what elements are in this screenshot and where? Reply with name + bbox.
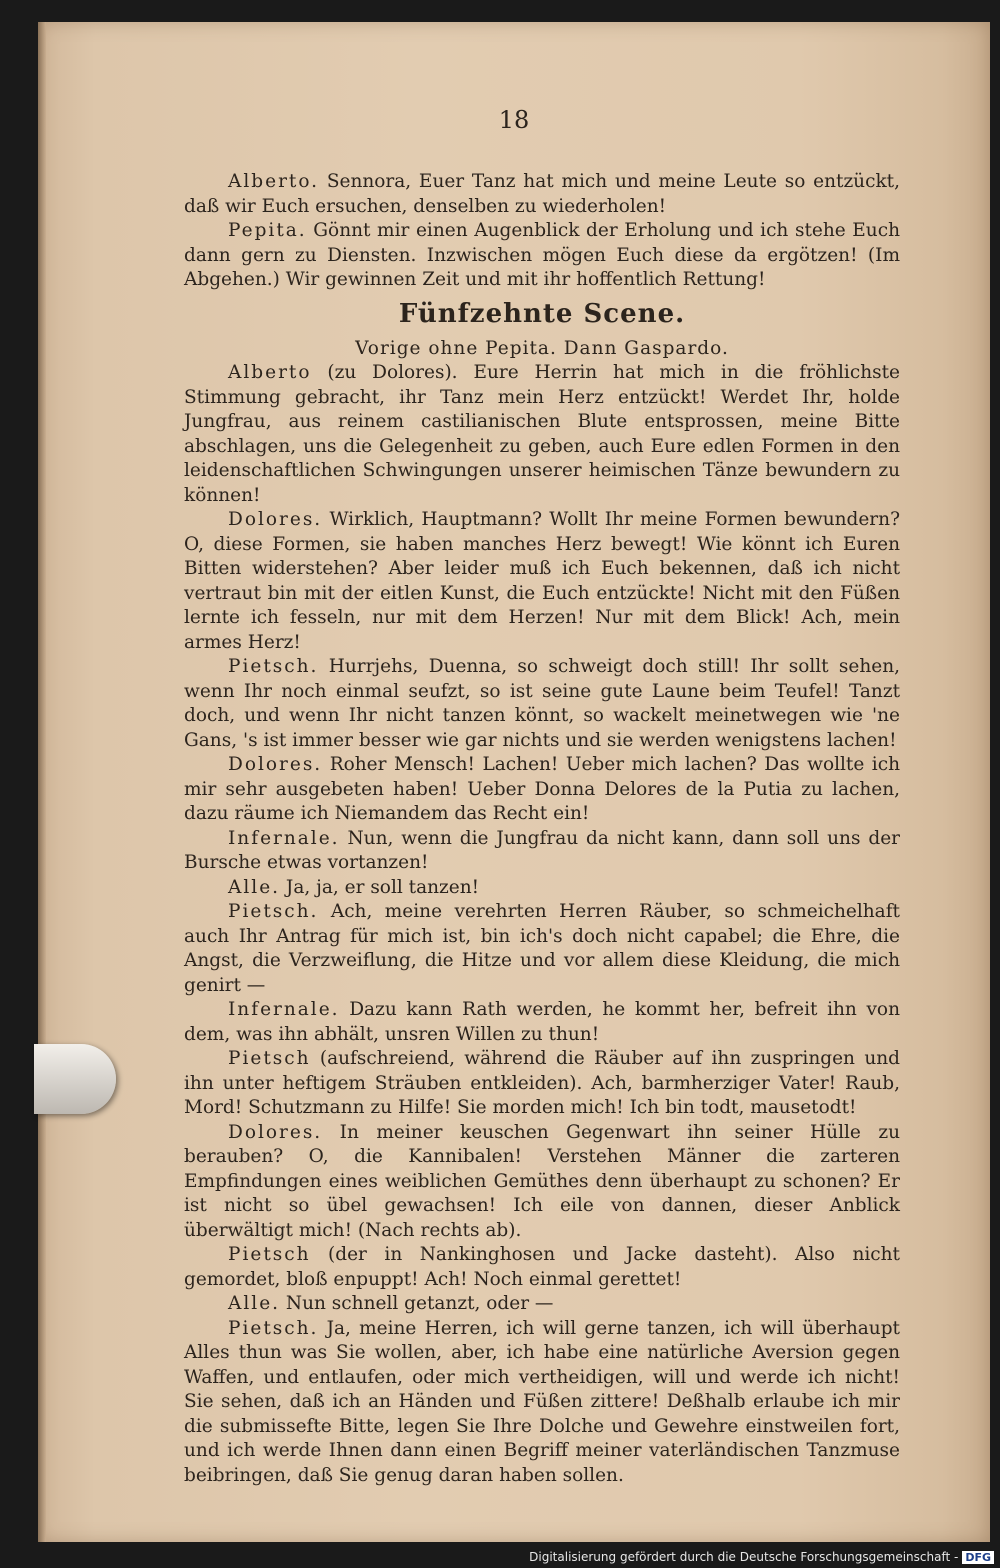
speaker-name: Infernale. — [228, 999, 340, 1020]
dialogue-text: Ja, meine Herren, ich will gerne tanzen, ich will überhaupt Alles thun was Sie wollen, aber, ich habe eine natürliche Aversion gegen Waffen, und entlaufen, oder mich vertheidigen, will und werde ich nicht! Sie sehen, daß ich an Händen und Füßen zittere! Deßhalb erlaube ich mir die submissefte Bitte, legen Sie Ihre Dolche und Gewehre einstweilen fort, und ich werde Ihnen dann einen Begriff meiner vaterländischen Tanzmuse beibringen, daß Sie genug daran haben sollen. — [184, 1317, 900, 1486]
scene-heading: Fünfzehnte Scene. — [398, 298, 686, 329]
speaker-name: Alle. — [228, 876, 281, 898]
speaker-name: Dolores. — [228, 1121, 323, 1143]
page-text — [184, 170, 900, 1488]
paragraph — [184, 827, 900, 876]
speaker-name: Pepita. — [228, 220, 307, 241]
dialogue-text: Nun schnell getanzt, oder — — [280, 1293, 554, 1314]
dialogue-text: Sennora, Euer Tanz hat mich und meine Leute so entzückt, daß wir Euch ersuchen, denselben zu wiederholen! — [184, 171, 900, 217]
paragraph — [184, 1317, 900, 1489]
speaker-name: Pietsch. — [228, 901, 319, 922]
speaker-name: Infernale. — [228, 827, 340, 849]
dialogue-text: (aufschreiend, während die Räuber auf ihn zuspringen und ihn unter heftigem Sträuben entkleiden). Ach, barmherziger Vater! Raub, Mord! Schutzmann zu Hilfe! Sie morden mich! Ich bin todt, mausetodt! — [184, 1048, 900, 1118]
paragraph — [184, 655, 900, 753]
paragraph — [184, 1121, 900, 1244]
speaker-name: Alberto — [228, 362, 312, 383]
paragraph — [184, 1047, 900, 1121]
dialogue-text: (der in Nankinghosen und Jacke dasteht). Also nicht gemordet, bloß enpuppt! Ach! Noch einmal gerettet! — [184, 1244, 900, 1290]
dialogue-text: Roher Mensch! Lachen! Ueber mich lachen? Das wollte ich mir sehr ausgebeten haben! Ueber Donna Delores de la Putia zu lachen, dazu räume ich Niemandem das Recht ein! — [184, 754, 900, 824]
paragraph — [184, 508, 900, 655]
digitization-credit — [529, 1550, 994, 1564]
speaker-name: Pietsch — [228, 1244, 311, 1265]
speaker-name: Dolores. — [228, 754, 323, 775]
dialogue-text: Wirklich, Hauptmann? Wollt Ihr meine Formen bewundern? O, diese Formen, sie haben manches Herz bewegt! Wie könnt ich Euren Bitten widerstehen? Aber leider muß ich Euch bekennen, daß ich nicht vertraut bin mit der eitlen Kunst, die Euch entzückte! Nicht mit den Füßen lernte ich fesseln, nur mit dem Herzen! Nur mit dem Blick! Ach, mein armes Herz! — [184, 509, 900, 653]
credit-text: Digitalisierung gefördert durch die Deutsche Forschungsgemeinschaft - — [529, 1550, 959, 1564]
dialogue-text: Gönnt mir einen Augenblick der Erholung und ich stehe Euch dann gern zu Diensten. Inzwischen mögen Euch diese da ergötzen! (Im Abgehen.) Wir gewinnen Zeit und mit ihr hoffentlich Rettung! — [184, 220, 900, 290]
cast-line: Vorige ohne Pepita. Dann Gaspardo. — [355, 337, 729, 359]
speaker-name: Alle. — [228, 1293, 281, 1314]
book-page — [38, 22, 990, 1542]
speaker-name: Dolores. — [228, 509, 323, 530]
dialogue-text: Ja, ja, er soll tanzen! — [280, 876, 480, 898]
paragraph — [184, 900, 900, 998]
paragraph — [184, 1292, 900, 1317]
dialogue-text: (zu Dolores). Eure Herrin hat mich in die fröhlichste Stimmung gebracht, ihr Tanz mein Herz entzückt! Werdet Ihr, holde Jungfrau, aus reinem castilianischen Blute entsprossen, meine Bitte abschlagen, uns die Gelegenheit zu geben, auch Eure edlen Formen in den leidenschaftlichen Schwingungen unserer heimischen Tänze bewundern zu können! — [184, 362, 900, 506]
speaker-name: Pietsch — [228, 1048, 311, 1069]
paragraph — [184, 876, 900, 901]
dialogue-text: Ach, meine verehrten Herren Räuber, so schmeichelhaft auch Ihr Antrag für mich ist, bin ich's doch nicht capabel; die Ehre, die Angst, die Verzweiflung, die Hitze und vor allem diese Kleidung, die mich genirt — — [184, 901, 900, 996]
paragraph — [184, 1243, 900, 1292]
page-number: 18 — [498, 106, 530, 134]
paragraph — [184, 170, 900, 219]
dialogue-text: In meiner keuschen Gegenwart ihn seiner Hülle zu berauben? O, die Kannibalen! Verstehen Männer die zarteren Empfindungen eines weiblichen Gemüthes denn überhaupt zu schonen? Er ist nicht so übel gewachsen! Ich eile von dannen, dieser Anblick überwältigt mich! (Nach rechts ab). — [184, 1121, 900, 1241]
paragraph — [184, 219, 900, 293]
dialogue-text: Hurrjehs, Duenna, so schweigt doch still! Ihr sollt sehen, wenn Ihr noch einmal seufzt, so ist seine gute Laune beim Teufel! Tanzt doch, und wenn Ihr nicht tanzen könnt, so wackelt meinetwegen wie 'ne Gans, 's ist immer besser wie gar nichts und sie werden wenigstens lachen! — [184, 656, 900, 751]
dfg-logo: DFG — [962, 1551, 994, 1564]
speaker-name: Pietsch. — [228, 1317, 319, 1339]
paragraph — [184, 753, 900, 827]
paragraph — [184, 361, 900, 508]
dialogue-text: Dazu kann Rath werden, he kommt her, befreit ihn von dem, was ihn abhält, unsren Willen zu thun! — [184, 999, 900, 1045]
dialogue-text: Nun, wenn die Jungfrau da nicht kann, dann soll uns der Bursche etwas vortanzen! — [184, 827, 900, 873]
speaker-name: Pietsch. — [228, 656, 319, 677]
page-clip — [34, 1044, 116, 1114]
paragraph — [184, 998, 900, 1047]
page-binding-edge — [38, 22, 46, 1542]
speaker-name: Alberto. — [228, 171, 320, 192]
